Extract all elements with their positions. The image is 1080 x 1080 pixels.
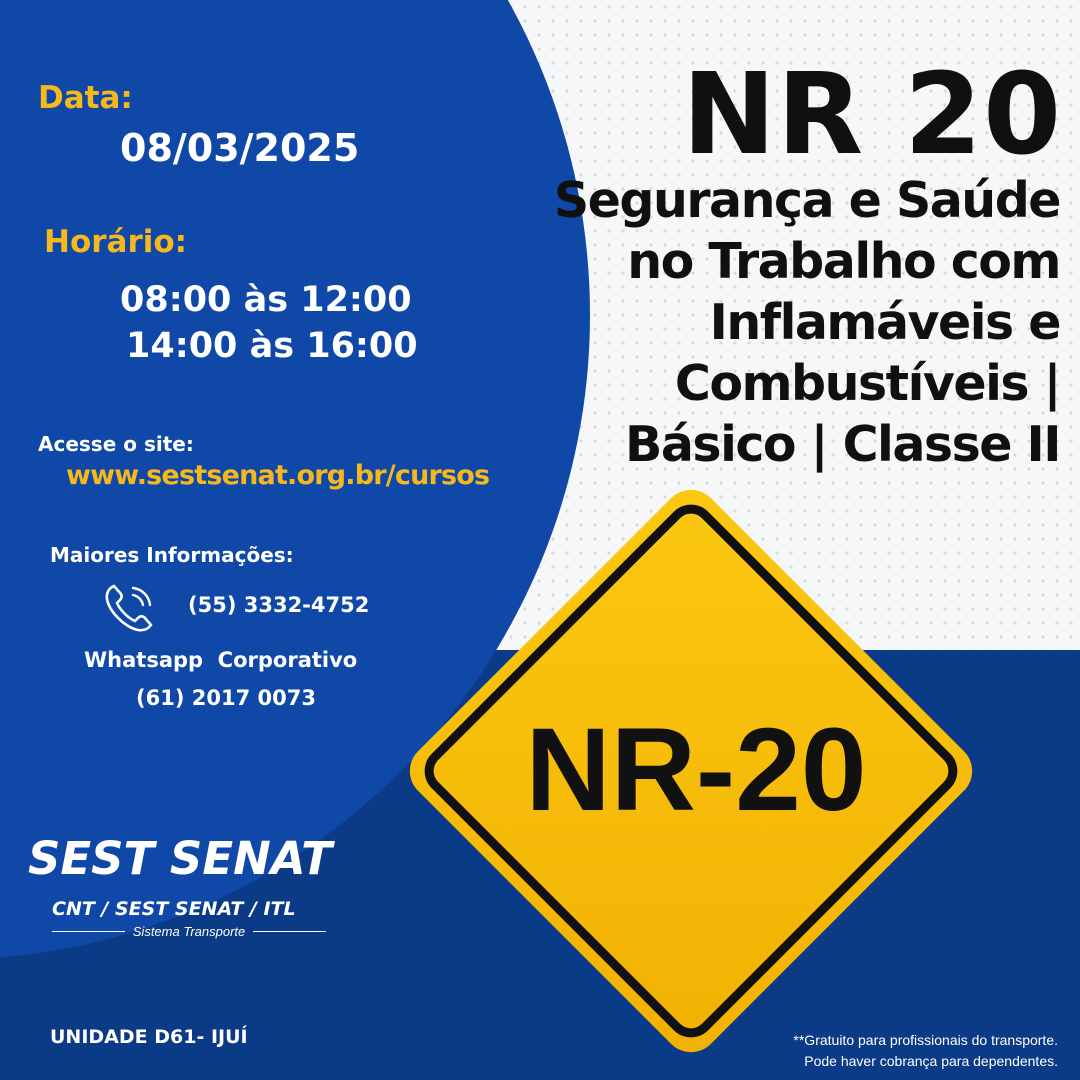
subtitle-line: Inflamáveis e [709,294,1060,351]
warning-diamond-sign [396,476,986,1066]
phone-number[interactable]: (55) 3332-4752 [188,593,370,617]
logo-subtitle: CNT / SEST SENAT / ITL [52,898,296,920]
logo-tagline [52,924,326,939]
footnote-line-2: Pode haver cobrança para dependentes. [804,1053,1058,1069]
schedule-line-2: 14:00 às 16:00 [126,326,418,366]
whatsapp-number[interactable]: (61) 2017 0073 [136,686,316,710]
tagline-rule-right [253,931,326,932]
course-subtitle [554,170,1060,475]
footnote-line-1: **Gratuito para profissionais do transporte. [793,1032,1058,1048]
whatsapp-label: Whatsapp Corporativo [84,648,358,672]
contact-label: Maiores Informações: [50,543,294,567]
sign-graphic [396,476,986,1066]
date-value: 08/03/2025 [120,126,360,170]
site-url-link[interactable]: www.sestsenat.org.br/cursos [66,460,490,491]
unit-label: UNIDADE D61- IJUÍ [50,1026,248,1048]
schedule-line-1: 08:00 às 12:00 [120,280,412,320]
subtitle-line: no Trabalho com [627,233,1060,290]
schedule-label: Horário: [44,224,188,260]
course-title: NR 20 [682,50,1062,180]
phone-icon [100,578,162,638]
sign-text: NR-20 [525,704,867,836]
date-label: Data: [38,80,133,116]
subtitle-line: Combustíveis | [674,355,1060,412]
site-label: Acesse o site: [38,432,194,456]
tagline-rule-left [52,931,125,932]
footnote [793,1030,1058,1072]
subtitle-line: Básico | Classe II [624,416,1060,473]
tagline-text: Sistema Transporte [132,924,246,939]
sest-senat-logo: SEST SENAT [28,832,332,885]
subtitle-line: Segurança e Saúde [553,172,1060,229]
